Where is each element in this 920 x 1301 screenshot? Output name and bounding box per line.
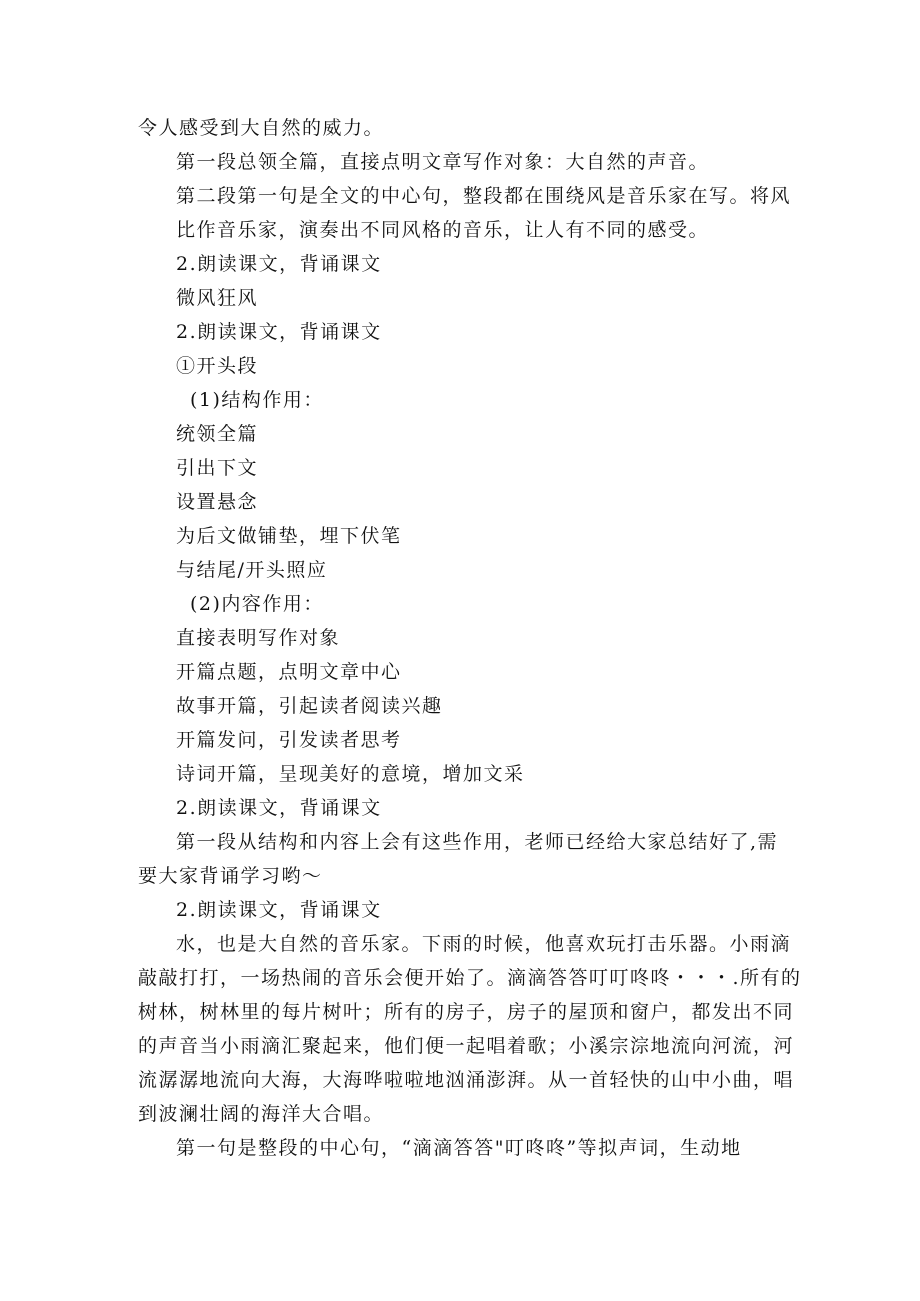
text-line: (2)内容作用：	[190, 593, 324, 615]
text-line: 要大家背诵学习哟～	[138, 865, 323, 887]
text-line: 比作音乐家，演奏出不同风格的音乐，让人有不同的感受。	[176, 219, 710, 241]
text-line: 第一句是整段的中心句，“滴滴答答"叮咚咚”等拟声词，生动地	[176, 1137, 742, 1159]
text-line: 2.朗读课文，背诵课文	[176, 321, 382, 343]
text-line: 2.朗读课文，背诵课文	[176, 797, 382, 819]
text-line: ①开头段	[176, 355, 259, 377]
text-line: 故事开篇，引起读者阅读兴趣	[176, 695, 443, 717]
text-line: 诗词开篇，呈现美好的意境，增加文采	[176, 763, 525, 785]
text-line: 统领全篇	[176, 423, 259, 445]
text-line: 引出下文	[176, 457, 259, 479]
text-line: 第二段第一句是全文的中心句，整段都在围绕风是音乐家在写。将风	[176, 185, 792, 207]
text-line: 第一段总领全篇，直接点明文章写作对象：大自然的声音。	[176, 151, 710, 173]
text-line: 开篇点题，点明文章中心	[176, 661, 402, 683]
text-line: 2.朗读课文，背诵课文	[176, 899, 382, 921]
text-line: 微风狂风	[176, 287, 259, 309]
text-line: 敲敲打打，一场热闹的音乐会便开始了。滴滴答答叮叮咚咚・・・.所有的	[138, 967, 802, 989]
text-line: 直接表明写作对象	[176, 627, 341, 649]
text-line: 为后文做铺垫，埋下伏笔	[176, 525, 402, 547]
text-line: 到波澜壮阔的海洋大合唱。	[138, 1103, 385, 1125]
text-line: 流潺潺地流向大海，大海哗啦啦地汹涌澎湃。从一首轻快的山中小曲，唱	[138, 1069, 795, 1091]
text-line: 水，也是大自然的音乐家。下雨的时候，他喜欢玩打击乐器。小雨滴	[176, 933, 792, 955]
text-line: 的声音当小雨滴汇聚起来，他们便一起唱着歌；小溪宗淙地流向河流，河	[138, 1035, 795, 1057]
text-line: 与结尾/开头照应	[176, 559, 328, 581]
text-line: 2.朗读课文，背诵课文	[176, 253, 382, 275]
text-line: 令人感受到大自然的威力。	[138, 117, 385, 139]
text-line: (1)结构作用：	[190, 389, 324, 411]
text-line: 树林，树林里的每片树叶；所有的房子，房子的屋顶和窗户，都发出不同	[138, 1001, 795, 1023]
text-line: 第一段从结构和内容上会有这些作用，老师已经给大家总结好了,需	[176, 831, 779, 853]
text-line: 设置悬念	[176, 491, 259, 513]
text-line: 开篇发问，引发读者思考	[176, 729, 402, 751]
